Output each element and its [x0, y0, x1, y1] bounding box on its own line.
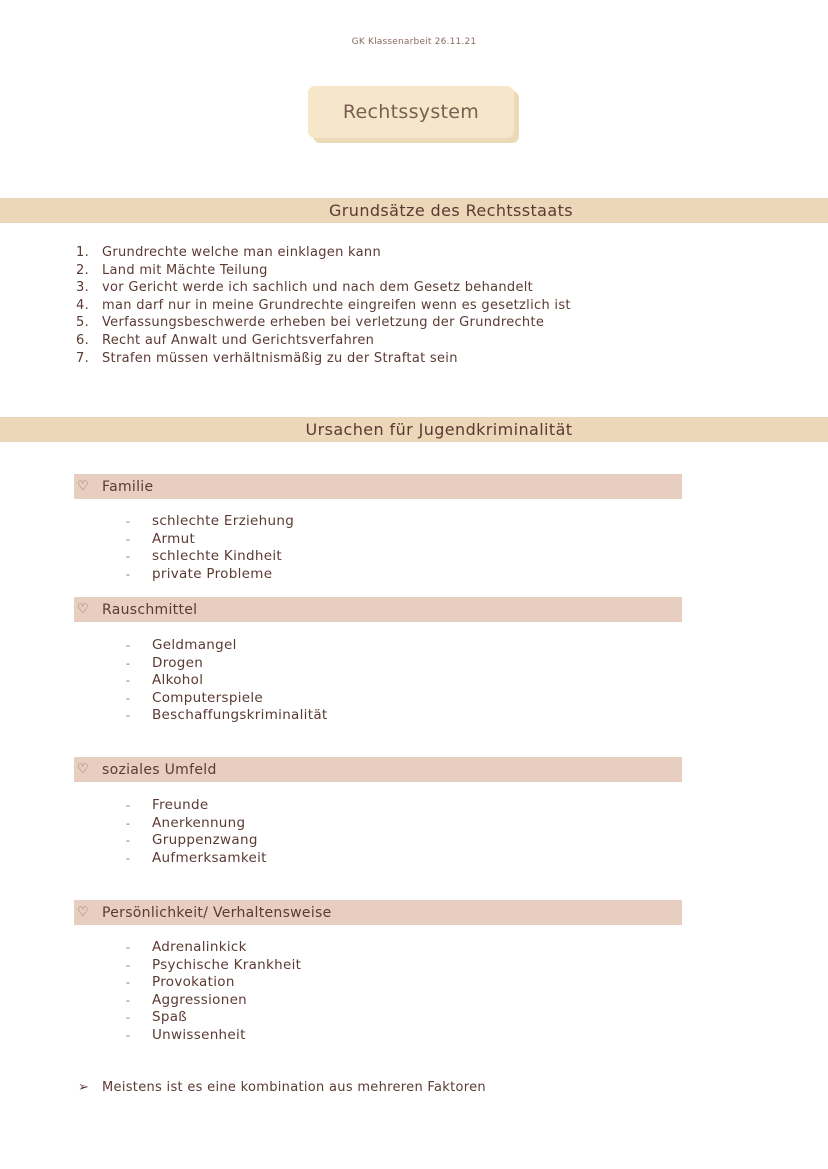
- dash-icon: -: [126, 674, 131, 688]
- list-text: Aufmerksamkeit: [152, 849, 267, 866]
- page-title: Rechtssystem: [308, 86, 514, 138]
- category-label: soziales Umfeld: [102, 761, 217, 778]
- list-text: Psychische Krankheit: [152, 956, 302, 973]
- list-item: [126, 850, 626, 868]
- list-text: Geldmangel: [152, 637, 237, 653]
- dash-icon: -: [126, 941, 131, 954]
- list-text: Provokation: [152, 974, 235, 991]
- list-text: Gruppenzwang: [152, 832, 258, 849]
- list-text: Recht auf Anwalt und Gerichtsverfahren: [102, 332, 375, 348]
- list-item: [126, 531, 626, 549]
- list-text: Beschaffungskriminalität: [152, 707, 328, 724]
- list-text: Aggressionen: [152, 991, 248, 1008]
- soziales-umfeld-list: [126, 797, 626, 867]
- list-text: Grundrechte welche man einklagen kann: [102, 245, 382, 260]
- list-item: [76, 279, 696, 297]
- list-item: [126, 797, 626, 815]
- conclusion: [78, 1080, 486, 1095]
- list-item: [126, 690, 626, 708]
- list-text: Spaß: [152, 1009, 188, 1026]
- list-item: [126, 815, 626, 833]
- heart-icon: ♡: [77, 762, 89, 777]
- list-text: Computerspiele: [152, 689, 264, 706]
- list-text: Freunde: [152, 797, 209, 813]
- list-item: [126, 832, 626, 850]
- list-item: [126, 672, 626, 690]
- list-item: [76, 262, 696, 280]
- list-item: [76, 332, 696, 350]
- dash-icon: -: [126, 639, 131, 652]
- list-item: [126, 1027, 626, 1045]
- persoenlichkeit-list: [126, 939, 626, 1045]
- list-text: Unwissenheit: [152, 1026, 246, 1043]
- list-number: 7.: [76, 350, 90, 366]
- dash-icon: -: [126, 993, 131, 1007]
- list-item: [126, 548, 626, 566]
- category-soziales-umfeld: [74, 757, 682, 782]
- list-item: [126, 992, 626, 1010]
- section-heading-grundsaetze: Grundsätze des Rechtsstaats: [0, 198, 828, 223]
- dash-icon: -: [126, 656, 131, 670]
- rauschmittel-list: [126, 637, 626, 725]
- dash-icon: -: [126, 532, 131, 546]
- dash-icon: -: [126, 851, 131, 865]
- dash-icon: -: [126, 1028, 131, 1042]
- arrow-icon: ➢: [78, 1080, 90, 1095]
- list-text: schlechte Erziehung: [152, 513, 295, 529]
- category-label: Persönlichkeit/ Verhaltensweise: [102, 904, 332, 921]
- list-number: 3.: [76, 280, 90, 296]
- familie-list: [126, 513, 626, 583]
- list-item: [126, 939, 626, 957]
- heart-icon: ♡: [77, 905, 89, 920]
- list-number: 1.: [76, 245, 90, 260]
- list-item: [76, 244, 696, 262]
- list-item: [76, 297, 696, 315]
- list-item: [126, 1009, 626, 1027]
- dash-icon: -: [126, 691, 131, 705]
- category-label: Rauschmittel: [102, 601, 198, 618]
- list-text: Armut: [152, 530, 196, 547]
- list-text: Adrenalinkick: [152, 939, 247, 955]
- conclusion-text: Meistens ist es eine kombination aus mehreren Faktoren: [102, 1080, 486, 1095]
- list-item: [76, 314, 696, 332]
- list-text: schlechte Kindheit: [152, 548, 282, 565]
- list-number: 2.: [76, 262, 90, 278]
- section-heading-ursachen: Ursachen für Jugendkriminalität: [0, 417, 828, 442]
- list-text: Drogen: [152, 654, 204, 671]
- category-familie: [74, 474, 682, 499]
- dash-icon: -: [126, 1011, 131, 1025]
- list-text: Verfassungsbeschwerde erheben bei verletzung der Grundrechte: [102, 315, 545, 331]
- list-number: 6.: [76, 332, 90, 348]
- list-text: private Probleme: [152, 565, 273, 582]
- header-note: GK Klassenarbeit 26.11.21: [351, 37, 477, 47]
- list-item: [126, 707, 626, 725]
- list-item: [126, 974, 626, 992]
- list-item: [126, 655, 626, 673]
- list-text: Alkohol: [152, 672, 204, 689]
- dash-icon: -: [126, 834, 131, 848]
- category-rauschmittel: [74, 597, 682, 622]
- heart-icon: ♡: [77, 479, 89, 494]
- dash-icon: -: [126, 515, 131, 528]
- list-text: man darf nur in meine Grundrechte eingreifen wenn es gesetzlich ist: [102, 297, 571, 313]
- list-text: vor Gericht werde ich sachlich und nach dem Gesetz behandelt: [102, 280, 534, 296]
- dash-icon: -: [126, 976, 131, 990]
- list-text: Land mit Mächte Teilung: [102, 262, 268, 278]
- category-label: Familie: [102, 478, 154, 495]
- list-item: [126, 957, 626, 975]
- dash-icon: -: [126, 709, 131, 723]
- list-item: [126, 566, 626, 584]
- dash-icon: -: [126, 958, 131, 972]
- dash-icon: -: [126, 816, 131, 830]
- list-number: 4.: [76, 297, 90, 313]
- list-number: 5.: [76, 315, 90, 331]
- dash-icon: -: [126, 799, 131, 812]
- category-persoenlichkeit: [74, 900, 682, 925]
- heart-icon: ♡: [77, 602, 89, 617]
- list-text: Strafen müssen verhältnismäßig zu der Straftat sein: [102, 350, 458, 366]
- list-item: [76, 350, 696, 368]
- dash-icon: -: [126, 550, 131, 564]
- list-item: [126, 637, 626, 655]
- principles-list: [76, 244, 696, 367]
- dash-icon: -: [126, 567, 131, 581]
- list-item: [126, 513, 626, 531]
- list-text: Anerkennung: [152, 814, 246, 831]
